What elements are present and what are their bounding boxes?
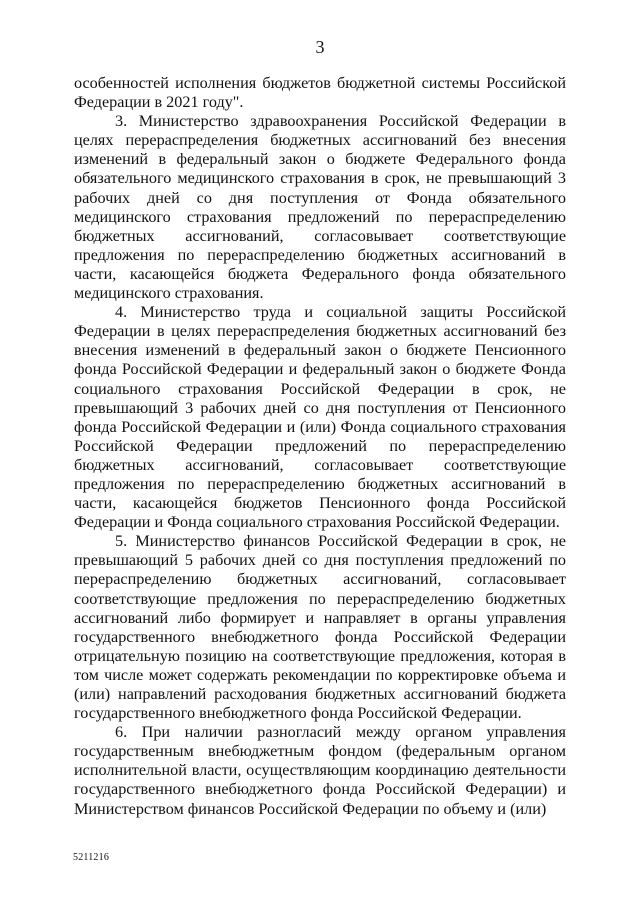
page-number: 3 [315,37,325,57]
paragraph-3: 3. Министерство здравоохранения Российской Федерации в целях перераспределения бюджетных ассигнований без внесения изменений в федеральный закон о бюджете Федерального фонда обязательного медицинского страхования в срок, не превышающий 3 рабочих дней со дня поступления от Фонда обязательного медицинского страхования предложений по перераспределению бюджетных ассигнований, согласовывает соответствующие предложения по перераспределению бюджетных ассигнований в части, касающейся бюджета Федерального фонда обязательного медицинского страхования. [74,112,566,303]
paragraph-4: 4. Министерство труда и социальной защиты Российской Федерации в целях перераспределения бюджетных ассигнований без внесения изменений в федеральный закон о бюджете Пенсионного фонда Российской Федерации и федеральный закон о бюджете Фонда социального страхования Российской Федерации в срок, не превышающий 3 рабочих дней со дня поступления от Пенсионного фонда Российской Федерации и (или) Фонда социального страхования Российской Федерации предложений по перераспределению бюджетных ассигнований, согласовывает соответствующие предложения по перераспределению бюджетных ассигнований в части, касающейся бюджетов Пенсионного фонда Российской Федерации и Фонда социального страхования Российской Федерации. [74,303,566,532]
document-code: 5211216 [73,852,110,863]
paragraph-6: 6. При наличии разногласий между органом управления государственным внебюджетным фондом (федеральным органом исполнительной власти, осуществляющим координацию деятельности государственного внебюджетного фонда Российской Федерации) и Министерством финансов Российской Федерации по объему и (или) [74,723,566,818]
paragraph-5: 5. Министерство финансов Российской Федерации в срок, не превышающий 5 рабочих дней со дня поступления предложений по перераспределению бюджетных ассигнований, согласовывает соответствующие предложения по перераспределению бюджетных ассигнований либо формирует и направляет в органы управления государственного внебюджетного фонда Российской Федерации отрицательную позицию на соответствующие предложения, которая в том числе может содержать рекомендации по корректировке объема и (или) направлений расходования бюджетных ассигнований бюджета государственного внебюджетного фонда Российской Федерации. [74,532,566,723]
document-body [74,74,566,819]
paragraph-continuation: особенностей исполнения бюджетов бюджетной системы Российской Федерации в 2021 году". [74,74,566,112]
